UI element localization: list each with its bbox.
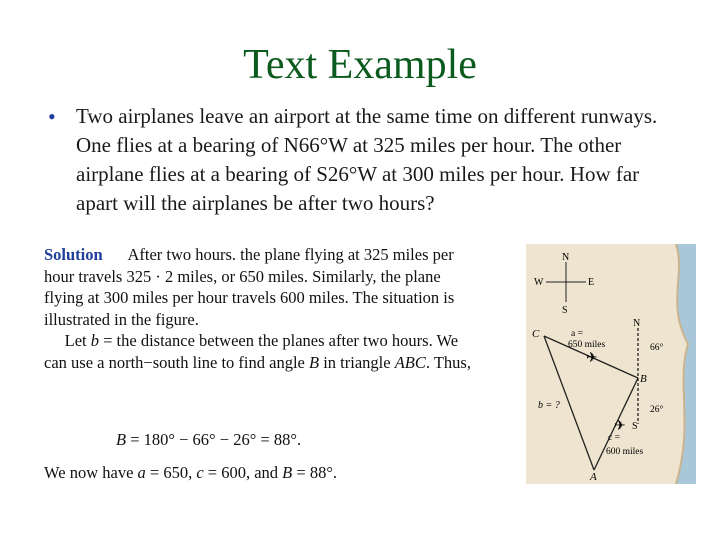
- final-e: = 600, and: [203, 463, 283, 482]
- label-s2: S: [632, 421, 638, 432]
- eq-var: B: [116, 430, 127, 449]
- angle-equation: [116, 430, 301, 450]
- p2-g: . Thus,: [425, 352, 471, 372]
- p2-f: ABC: [394, 352, 426, 372]
- compass-w: W: [534, 277, 544, 288]
- label-c-eq: c =: [608, 433, 620, 443]
- final-values: [44, 463, 337, 483]
- final-a: We now have: [44, 463, 138, 482]
- label-a-vertex: A: [590, 471, 597, 483]
- final-f: B: [282, 463, 293, 482]
- plane-icon-1: ✈: [586, 351, 598, 366]
- slide-title: Text Example: [243, 42, 477, 88]
- p2-b: b: [90, 331, 99, 350]
- compass-s: S: [562, 305, 568, 316]
- p2-e: in triangle: [319, 352, 395, 372]
- p2-a: Let: [64, 331, 91, 350]
- label-c-val: 600 miles: [606, 447, 644, 457]
- bullet-dot-icon: •: [48, 104, 56, 129]
- label-a-val: 650 miles: [568, 340, 606, 350]
- solution-label: Solution: [44, 245, 103, 264]
- label-c-vertex: C: [532, 328, 540, 340]
- final-d: c: [196, 463, 204, 482]
- final-c: = 650,: [145, 463, 197, 482]
- solution-text: [44, 244, 484, 373]
- compass-e: E: [588, 277, 595, 288]
- label-a-eq: a =: [571, 329, 583, 339]
- final-g: = 88°.: [292, 463, 338, 482]
- p2-c: = the distance between the planes after two hours. We can use a north−south line to find angle: [44, 331, 459, 372]
- label-angle-66: 66°: [650, 343, 664, 353]
- bullet-text: Two airplanes leave an airport at the same time on different runways. One flies at a bearing of N66°W at 325 miles per hour. The other airplane flies at a bearing of S26°W at 300 miles per hour. How far apart will the airplanes be after two hours?: [76, 104, 658, 215]
- eq-rest: = 180° − 66° − 26° = 88°.: [126, 430, 302, 449]
- solution-paragraph-1: After two hours. the plane flying at 325 miles per hour travels 325 · 2 miles, or 650 miles. Similarly, the plane flying at 300 miles per hour travels 600 miles. The situation is illustrated in the figure.: [44, 245, 455, 329]
- p2-d: B: [309, 352, 320, 372]
- label-angle-26: 26°: [650, 405, 664, 415]
- compass-n: N: [562, 252, 570, 263]
- triangle-figure: [526, 244, 696, 484]
- plane-icon-2: ✈: [614, 419, 626, 434]
- label-b-eq: b = ?: [538, 400, 560, 411]
- final-b: a: [137, 463, 146, 482]
- label-n2: N: [633, 318, 641, 329]
- label-b-vertex: B: [640, 373, 647, 385]
